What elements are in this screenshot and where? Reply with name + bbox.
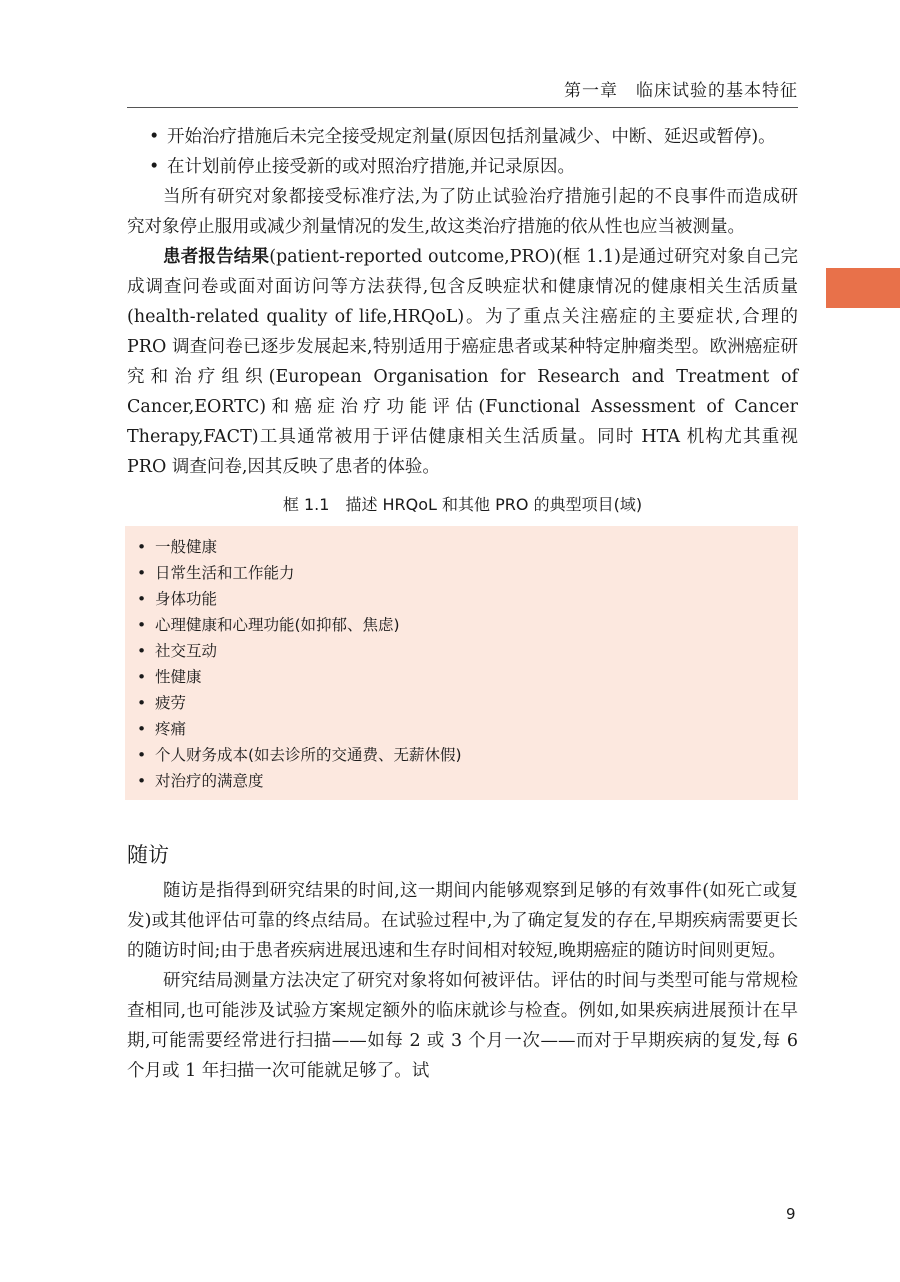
header-rule — [127, 107, 798, 108]
bullet-item: • 在计划前停止接受新的或对照治疗措施,并记录原因。 — [127, 152, 798, 182]
paragraph-pro: 患者报告结果(patient-reported outcome,PRO)(框 1.1)是通过研究对象自己完成调查问卷或面对面访问等方法获得,包含反映症状和健康情况的健康相关生活质量(health-related quality of life,HRQoL)。为了重点关注癌症的主要症状,合理的 PRO 调查问卷已逐步发展起来,特别适用于癌症患者或某种特定肿瘤类型。欧洲癌症研究和治疗组织(European Organisation for Research and Treatment of Cancer,EORTC)和癌症治疗功能评估(Functional Assessment of Cancer Therapy,FACT)工具通常被用于评估健康相关生活质量。同时 HTA 机构尤其重视 PRO 调查问卷,因其反映了患者的体验。 — [127, 247, 798, 477]
box-list-item: • 性健康 — [125, 664, 798, 690]
bullet-dot-icon: • — [149, 157, 160, 177]
box-caption: 框 1.1 描述 HRQoL 和其他 PRO 的典型项目(域) — [282, 495, 643, 514]
page-number: 9 — [786, 1205, 796, 1223]
term-pro: 患者报告结果 — [163, 247, 270, 267]
chapter-tab-marker — [826, 268, 900, 308]
box-list-item: • 日常生活和工作能力 — [125, 560, 798, 586]
box-list-item: • 一般健康 — [125, 534, 798, 560]
paragraph-outcome-measurement: 研究结局测量方法决定了研究对象将如何被评估。评估的时间与类型可能与常规检查相同,也可能涉及试验方案规定额外的临床就诊与检查。例如,如果疾病进展预计在早期,可能需要经常进行扫描——如每 2 或 3 个月一次——而对于早期疾病的复发,每 6 个月或 1 年扫描一次可能就足够了。试 — [127, 971, 798, 1081]
section-heading: 随访 — [127, 843, 169, 867]
bullet-dot-icon: • — [137, 616, 147, 634]
bullet-dot-icon: • — [137, 720, 147, 738]
bullet-dot-icon: • — [137, 538, 147, 556]
bullet-dot-icon: • — [137, 694, 147, 712]
bullet-dot-icon: • — [137, 564, 147, 582]
bullet-dot-icon: • — [137, 642, 147, 660]
bullet-dot-icon: • — [137, 772, 147, 790]
bullet-item: • 开始治疗措施后未完全接受规定剂量(原因包括剂量减少、中断、延迟或暂停)。 — [127, 122, 798, 152]
box-list-item: • 身体功能 — [125, 586, 798, 612]
paragraph-compliance: 当所有研究对象都接受标准疗法,为了防止试验治疗措施引起的不良事件而造成研究对象停止服用或减少剂量情况的发生,故这类治疗措施的依从性也应当被测量。 — [127, 187, 798, 237]
page-body — [127, 122, 798, 1086]
box-list-item: • 疲劳 — [125, 690, 798, 716]
running-header: 第一章 临床试验的基本特征 — [564, 81, 798, 101]
box-list-item: • 社交互动 — [125, 638, 798, 664]
box-list-item: • 个人财务成本(如去诊所的交通费、无薪休假) — [125, 742, 798, 768]
bullet-dot-icon: • — [149, 127, 160, 147]
box-list-item: • 对治疗的满意度 — [125, 768, 798, 794]
bullet-dot-icon: • — [137, 746, 147, 764]
box-list-item: • 心理健康和心理功能(如抑郁、焦虑) — [125, 612, 798, 638]
pro-domains-box — [125, 526, 798, 800]
paragraph-followup: 随访是指得到研究结果的时间,这一期间内能够观察到足够的有效事件(如死亡或复发)或其他评估可靠的终点结局。在试验过程中,为了确定复发的存在,早期疾病需要更长的随访时间;由于患者疾病进展迅速和生存时间相对较短,晚期癌症的随访时间则更短。 — [127, 881, 798, 961]
box-list-item: • 疼痛 — [125, 716, 798, 742]
bullet-dot-icon: • — [137, 590, 147, 608]
bullet-dot-icon: • — [137, 668, 147, 686]
